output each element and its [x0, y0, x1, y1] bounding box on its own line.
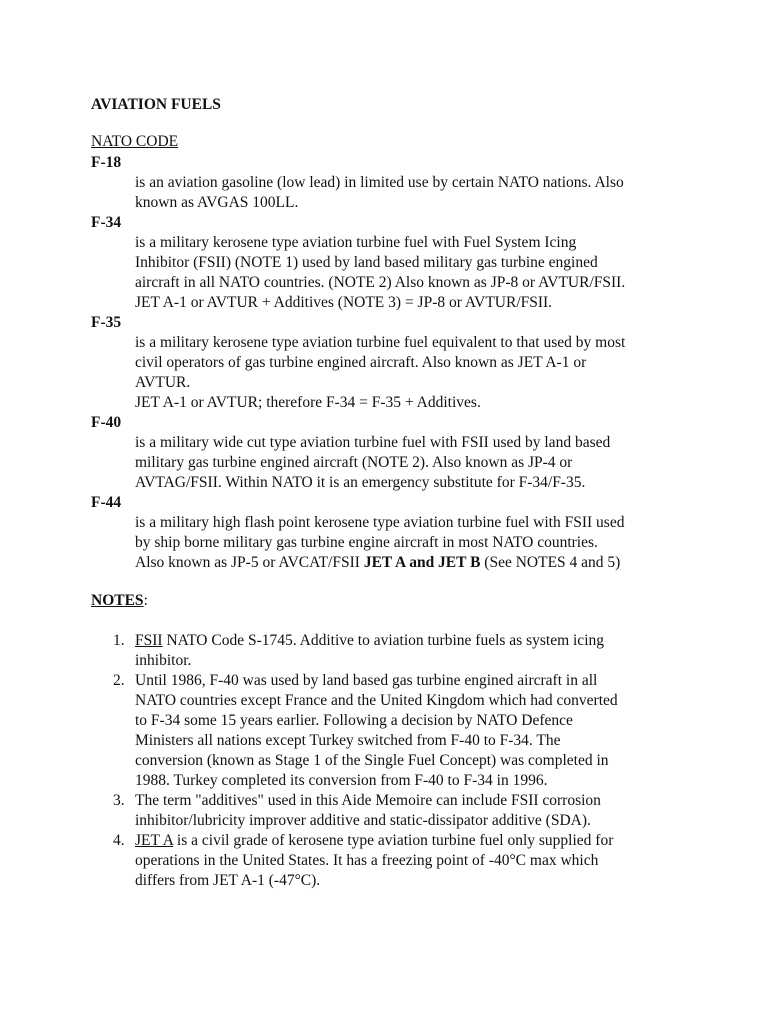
note-line: differs from JET A-1 (-47°C).: [135, 872, 321, 889]
fuel-entry: [91, 213, 691, 313]
note-lead-term: JET A: [135, 832, 174, 849]
notes-heading: [91, 592, 148, 610]
notes-heading-colon: :: [143, 592, 148, 609]
fuel-entry: [91, 153, 691, 213]
description-line: Inhibitor (FSII) (NOTE 1) used by land based military gas turbine engined: [135, 254, 598, 271]
fuel-description: [135, 513, 685, 573]
fuel-description: [135, 233, 685, 313]
note-text: NATO Code S-1745. Additive to aviation turbine fuels as system icing: [162, 632, 604, 649]
description-line: by ship borne military gas turbine engine aircraft in most NATO countries.: [135, 534, 598, 551]
note-line: NATO countries except France and the United Kingdom which had converted: [135, 692, 618, 709]
description-line: is a military wide cut type aviation turbine fuel with FSII used by land based: [135, 434, 611, 451]
nato-code-heading: NATO CODE: [91, 133, 179, 150]
note-line: operations in the United States. It has a freezing point of -40°C max which: [135, 852, 599, 869]
description-line: is a military kerosene type aviation turbine fuel with Fuel System Icing: [135, 234, 577, 251]
description-line: JET A-1 or AVTUR + Additives (NOTE 3) = JP-8 or AVTUR/FSII.: [135, 294, 553, 311]
description-line: is an aviation gasoline (low lead) in limited use by certain NATO nations. Also: [135, 174, 624, 191]
note-line: 1988. Turkey completed its conversion from F-40 to F-34 in 1996.: [135, 772, 548, 789]
fuel-description: [135, 433, 685, 493]
note-line: inhibitor.: [135, 652, 192, 669]
description-line: is a military high flash point kerosene type aviation turbine fuel with FSII used: [135, 514, 625, 531]
description-line: AVTUR.: [135, 374, 191, 391]
note-first-line: [135, 631, 685, 651]
fuel-code: F-34: [91, 214, 122, 231]
description-line: JET A-1 or AVTUR; therefore F-34 = F-35 + Additives.: [135, 394, 481, 411]
description-line: military gas turbine engined aircraft (NOTE 2). Also known as JP-4 or: [135, 454, 573, 471]
notes-list: [91, 631, 691, 891]
line-text: Also known as JP-5 or AVCAT/FSII: [135, 554, 364, 571]
document-title: AVIATION FUELS: [91, 96, 221, 113]
description-line: aircraft in all NATO countries. (NOTE 2) Also known as JP-8 or AVTUR/FSII.: [135, 274, 626, 291]
note-number: 3.: [113, 792, 125, 809]
fuel-description: [135, 333, 685, 413]
note-item: [91, 791, 685, 831]
note-item: [91, 831, 685, 891]
note-line: to F-34 some 15 years earlier. Following a decision by NATO Defence: [135, 712, 573, 729]
fuel-code: F-35: [91, 314, 122, 331]
note-text: is a civil grade of kerosene type aviation turbine fuel only supplied for: [173, 832, 614, 849]
fuel-code: F-44: [91, 494, 122, 511]
description-line-mixed: [135, 553, 685, 573]
description-line: civil operators of gas turbine engined aircraft. Also known as JET A-1 or: [135, 354, 587, 371]
fuel-code: F-40: [91, 414, 122, 431]
fuel-entry: [91, 493, 691, 573]
note-number: 4.: [113, 832, 125, 849]
fuel-entry: [91, 313, 691, 413]
fuel-description: [135, 173, 685, 213]
note-number: 2.: [113, 672, 125, 689]
fuel-list: [91, 153, 691, 573]
notes-heading-text: NOTES: [91, 592, 144, 609]
note-first-line: The term "additives" used in this Aide Memoire can include FSII corrosion: [135, 792, 601, 809]
note-lead-term: FSII: [135, 632, 163, 649]
description-line: is a military kerosene type aviation turbine fuel equivalent to that used by most: [135, 334, 626, 351]
description-line: AVTAG/FSII. Within NATO it is an emergency substitute for F-34/F-35.: [135, 474, 586, 491]
note-number: 1.: [113, 632, 125, 649]
line-text: (See NOTES 4 and 5): [480, 554, 621, 571]
fuel-code: F-18: [91, 154, 122, 171]
note-line: conversion (known as Stage 1 of the Single Fuel Concept) was completed in: [135, 752, 609, 769]
note-first-line: [135, 831, 685, 851]
fuel-entry: [91, 413, 691, 493]
description-line: known as AVGAS 100LL.: [135, 194, 299, 211]
note-first-line: Until 1986, F-40 was used by land based gas turbine engined aircraft in all: [135, 672, 598, 689]
jet-a-jet-b-bold: JET A and JET B: [363, 554, 481, 571]
note-item: [91, 631, 685, 671]
note-line: Ministers all nations except Turkey switched from F-40 to F-34. The: [135, 732, 561, 749]
note-item: [91, 671, 685, 791]
note-line: inhibitor/lubricity improver additive and static-dissipator additive (SDA).: [135, 812, 591, 829]
